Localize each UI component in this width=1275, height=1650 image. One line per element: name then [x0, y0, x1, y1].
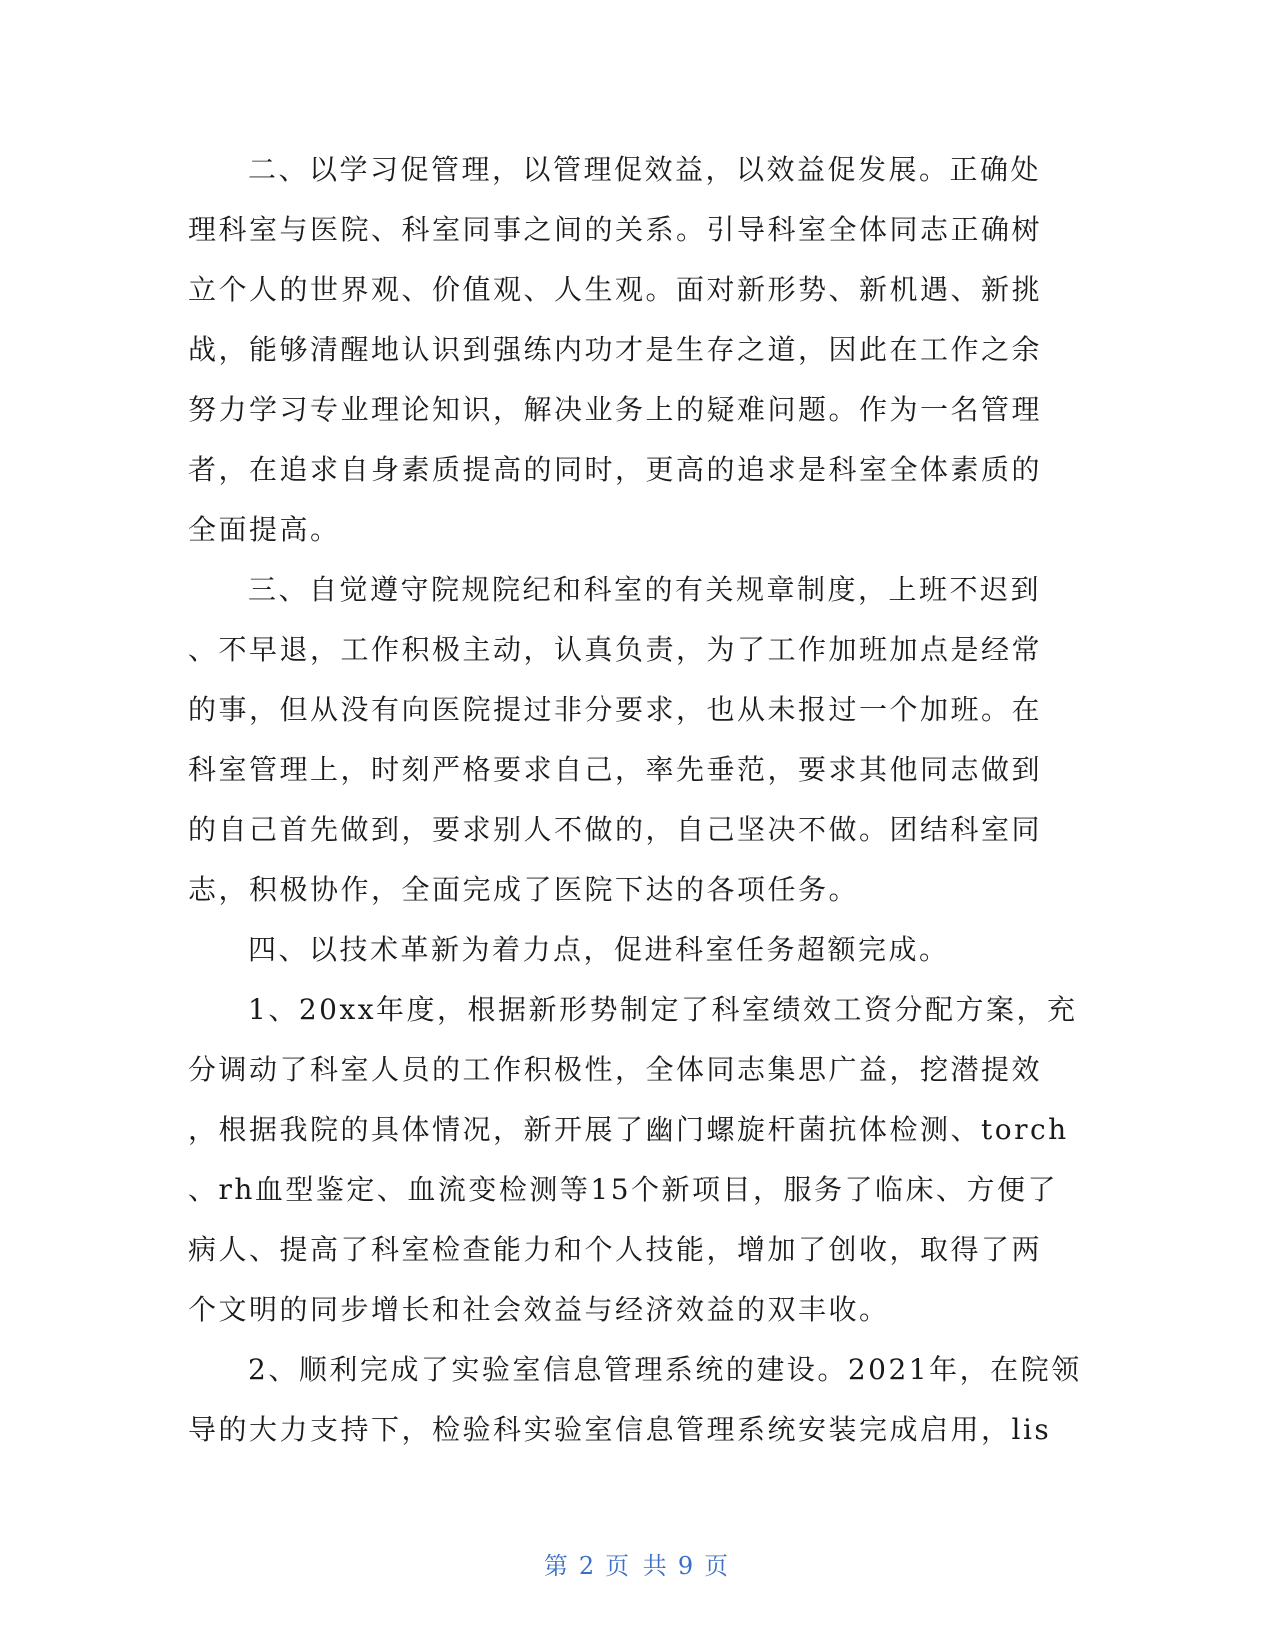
paragraph-line: 的事，但从没有向医院提过非分要求，也从未报过一个加班。在 [188, 693, 1043, 726]
paragraph-line: 三、自觉遵守院规院纪和科室的有关规章制度，上班不迟到 [248, 573, 1042, 606]
paragraph-line: 病人、提高了科室检查能力和个人技能，增加了创收，取得了两 [188, 1233, 1043, 1266]
paragraph-line: 个文明的同步增长和社会效益与经济效益的双丰收。 [188, 1293, 890, 1326]
paragraph-line: 志，积极协作，全面完成了医院下达的各项任务。 [188, 873, 860, 906]
paragraph-line: 、不早退，工作积极主动，认真负责，为了工作加班加点是经常 [188, 633, 1043, 666]
paragraph-line: 者，在追求自身素质提高的同时，更高的追求是科室全体素质的 [188, 453, 1043, 486]
paragraph-line: 的自己首先做到，要求别人不做的，自己坚决不做。团结科室同 [188, 813, 1043, 846]
paragraph-line: 立个人的世界观、价值观、人生观。面对新形势、新机遇、新挑 [188, 273, 1043, 306]
paragraph-line: 理科室与医院、科室同事之间的关系。引导科室全体同志正确树 [188, 213, 1043, 246]
page-footer [0, 1546, 1275, 1581]
paragraph-line: 二、以学习促管理，以管理促效益，以效益促发展。正确处 [248, 153, 1042, 186]
paragraph-line: 2、顺利完成了实验室信息管理系统的建设。2021年，在院领 [248, 1353, 1082, 1386]
total-pages-number: 9 [677, 1552, 697, 1580]
document-body [188, 140, 1082, 1460]
paragraph-line: 科室管理上，时刻严格要求自己，率先垂范，要求其他同志做到 [188, 753, 1043, 786]
paragraph-line: 导的大力支持下，检验科实验室信息管理系统安装完成启用，lis [188, 1413, 1052, 1446]
page-label-prefix: 第 [543, 1552, 571, 1580]
paragraph-line: 1、20xx年度，根据新形势制定了科室绩效工资分配方案，充 [248, 993, 1078, 1026]
paragraph-line: 、rh血型鉴定、血流变检测等15个新项目，服务了临床、方便了 [188, 1173, 1059, 1206]
page-label-mid: 页 共 [605, 1552, 670, 1580]
current-page-number: 2 [578, 1552, 598, 1580]
paragraph-line: 努力学习专业理论知识，解决业务上的疑难问题。作为一名管理 [188, 393, 1043, 426]
page-label-suffix: 页 [704, 1552, 732, 1580]
paragraph-line: 战，能够清醒地认识到强练内功才是生存之道，因此在工作之余 [188, 333, 1043, 366]
paragraph-line: 全面提高。 [188, 513, 341, 546]
paragraph-line: 分调动了科室人员的工作积极性，全体同志集思广益，挖潜提效 [188, 1053, 1043, 1086]
paragraph-line: ，根据我院的具体情况，新开展了幽门螺旋杆菌抗体检测、torch [188, 1113, 1069, 1146]
paragraph-line: 四、以技术革新为着力点，促进科室任务超额完成。 [248, 933, 950, 966]
